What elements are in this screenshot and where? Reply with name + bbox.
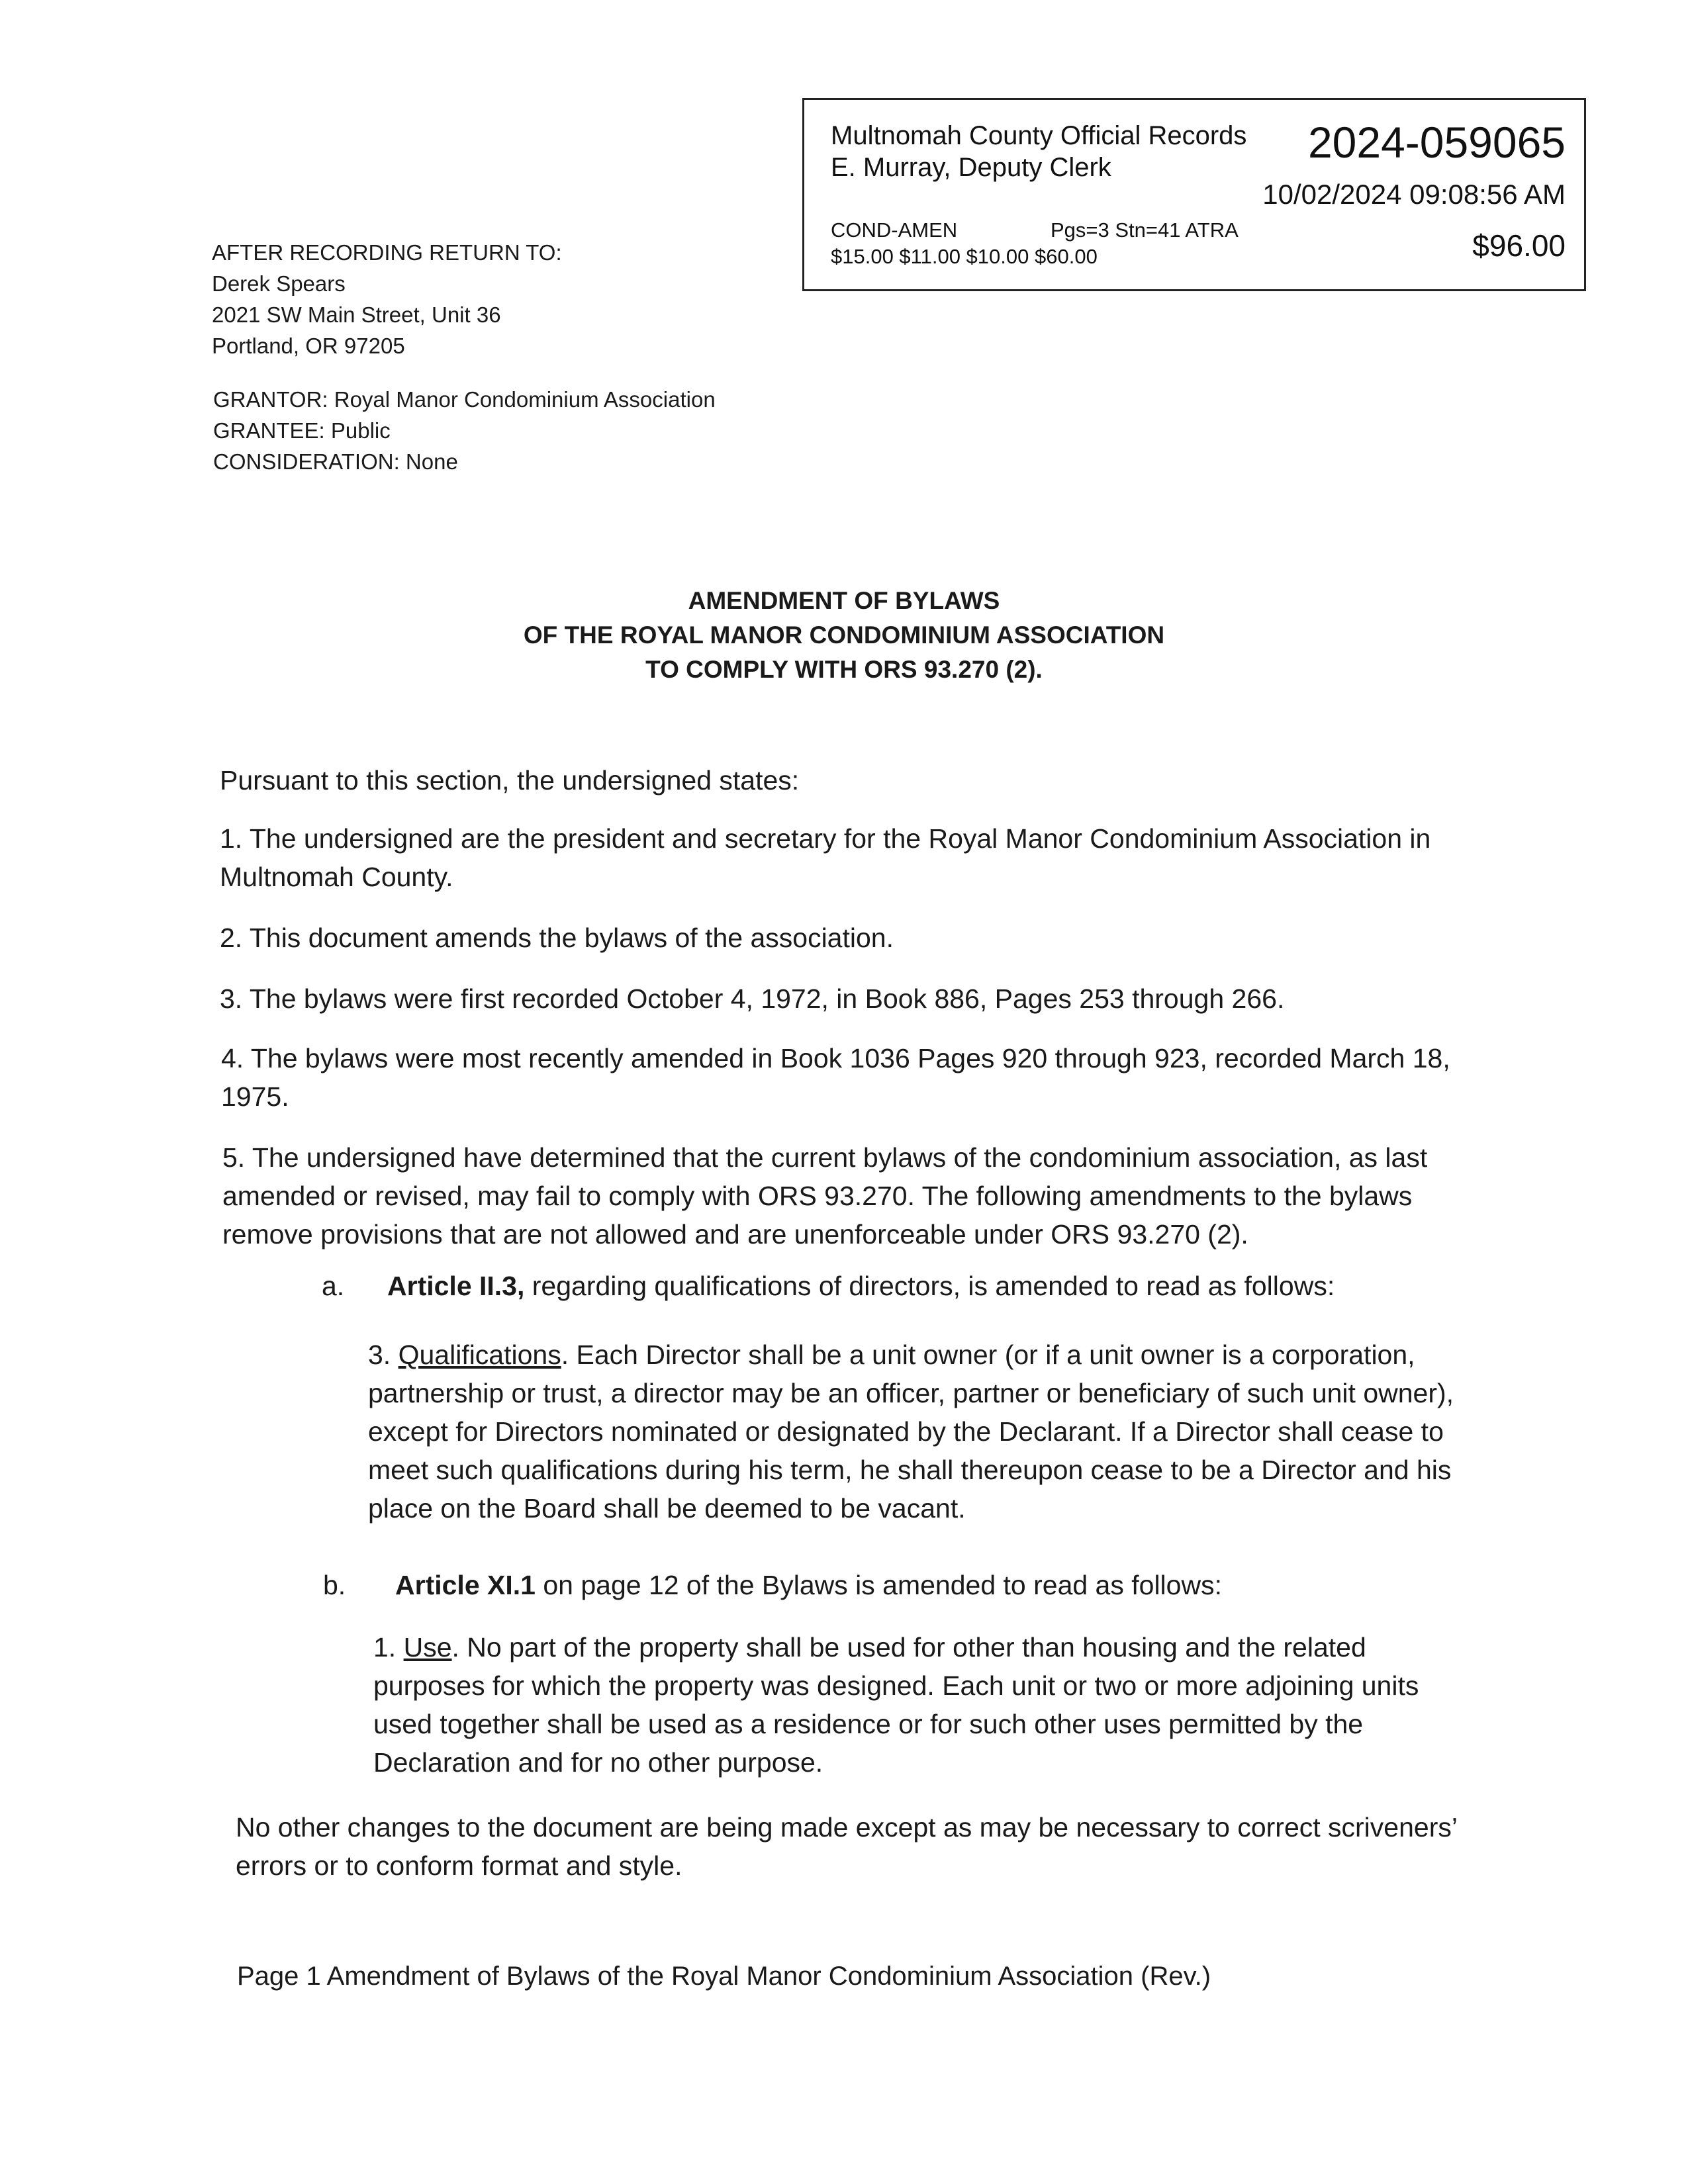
recording-office — [831, 120, 1246, 183]
amendment-b-description: on page 12 of the Bylaws is amended to read as follows: — [535, 1570, 1222, 1600]
grantee: GRANTEE: Public — [213, 418, 391, 443]
item-5 — [222, 1138, 1427, 1253]
amendment-a-number: 3. — [368, 1340, 399, 1370]
item-1-line-2: Multnomah County. — [220, 862, 453, 892]
item-1 — [220, 819, 1430, 896]
item-1-line-1: 1. The undersigned are the president and secretary for the Royal Manor Condominium Association in — [220, 823, 1431, 854]
pages-info: Pgs=3 Stn=41 ATRA — [1051, 218, 1239, 242]
amendment-b-text — [373, 1628, 1419, 1782]
parties-block — [213, 384, 716, 477]
item-5-line-3: remove provisions that are not allowed and are unenforceable under ORS 93.270 (2). — [222, 1219, 1248, 1250]
deputy-clerk: E. Murray, Deputy Clerk — [831, 153, 1111, 182]
consideration: CONSIDERATION: None — [213, 449, 458, 474]
recording-datetime: 10/02/2024 09:08:56 AM — [1262, 179, 1566, 210]
amendment-a-line-2: partnership or trust, a director may be an officer, partner or beneficiary of such unit owner), — [368, 1378, 1454, 1408]
fee-breakdown: $15.00 $11.00 $10.00 $60.00 — [831, 245, 1098, 268]
amendment-b-intro — [323, 1566, 1222, 1604]
item-4 — [221, 1039, 1450, 1116]
amendment-b-line-2: purposes for which the property was designed. Each unit or two or more adjoining units — [373, 1670, 1419, 1701]
total-fee: $96.00 — [1472, 228, 1566, 263]
return-city: Portland, OR 97205 — [212, 334, 405, 358]
title-line-1: AMENDMENT OF BYLAWS — [688, 587, 1000, 614]
item-4-line-2: 1975. — [221, 1081, 289, 1112]
closing-line-1: No other changes to the document are being made except as may be necessary to correct scriveners’ — [236, 1812, 1458, 1843]
item-4-line-1: 4. The bylaws were most recently amended in Book 1036 Pages 920 through 923, recorded March 18, — [221, 1043, 1450, 1073]
return-street: 2021 SW Main Street, Unit 36 — [212, 302, 501, 327]
amendment-a-line-1-rest: . Each Director shall be a unit owner (or if a unit owner is a corporation, — [561, 1340, 1415, 1370]
document-number: 2024-059065 — [1307, 118, 1566, 167]
intro-statement: Pursuant to this section, the undersigned states: — [220, 765, 800, 796]
amendment-b-number: 1. — [373, 1632, 404, 1662]
closing-line-2: errors or to conform format and style. — [236, 1850, 682, 1881]
amendment-a-marker: a. — [322, 1271, 345, 1301]
return-address — [212, 237, 562, 361]
amendment-a-text — [368, 1336, 1454, 1527]
amendment-a-intro — [322, 1267, 1335, 1305]
amendment-a-line-5: place on the Board shall be deemed to be vacant. — [368, 1493, 966, 1524]
amendment-b-marker: b. — [323, 1570, 346, 1600]
amendment-b-article: Article XI.1 — [395, 1570, 536, 1600]
amendment-b-line-3: used together shall be used as a residence or for such other uses permitted by the — [373, 1709, 1364, 1739]
amendment-a-line-4: meet such qualifications during his term, he shall thereupon cease to be a Director and his — [368, 1455, 1452, 1485]
closing-statement — [236, 1808, 1458, 1885]
document-title — [0, 584, 1688, 687]
document-type-code: COND-AMEN — [831, 218, 958, 242]
item-3: 3. The bylaws were first recorded October 4, 1972, in Book 886, Pages 253 through 266. — [220, 983, 1285, 1014]
amendment-a-heading: Qualifications — [398, 1340, 561, 1370]
page-footer: Page 1 Amendment of Bylaws of the Royal Manor Condominium Association (Rev.) — [237, 1962, 1211, 1991]
amendment-b-heading: Use — [403, 1632, 452, 1662]
return-name: Derek Spears — [212, 271, 346, 296]
amendment-a-line-3: except for Directors nominated or designated by the Declarant. If a Director shall cease to — [368, 1416, 1444, 1447]
amendment-a-article: Article II.3, — [387, 1271, 525, 1301]
amendment-b-line-1 — [373, 1628, 1419, 1666]
item-5-line-1: 5. The undersigned have determined that the current bylaws of the condominium association, as last — [222, 1142, 1428, 1173]
item-2: 2. This document amends the bylaws of the association. — [220, 923, 894, 953]
office-name: Multnomah County Official Records — [831, 121, 1247, 150]
amendment-b-line-4: Declaration and for no other purpose. — [373, 1747, 823, 1778]
amendment-a-description: regarding qualifications of directors, is amended to read as follows: — [524, 1271, 1335, 1301]
amendment-b-line-1-rest: . No part of the property shall be used for other than housing and the related — [451, 1632, 1366, 1662]
amendment-a-line-1 — [368, 1336, 1454, 1374]
recording-stamp — [802, 98, 1586, 291]
title-line-3: TO COMPLY WITH ORS 93.270 (2). — [645, 656, 1043, 683]
return-heading: AFTER RECORDING RETURN TO: — [212, 240, 562, 265]
title-line-2: OF THE ROYAL MANOR CONDOMINIUM ASSOCIATION — [523, 621, 1165, 649]
item-5-line-2: amended or revised, may fail to comply with ORS 93.270. The following amendments to the bylaws — [222, 1181, 1413, 1211]
grantor: GRANTOR: Royal Manor Condominium Association — [213, 387, 716, 412]
